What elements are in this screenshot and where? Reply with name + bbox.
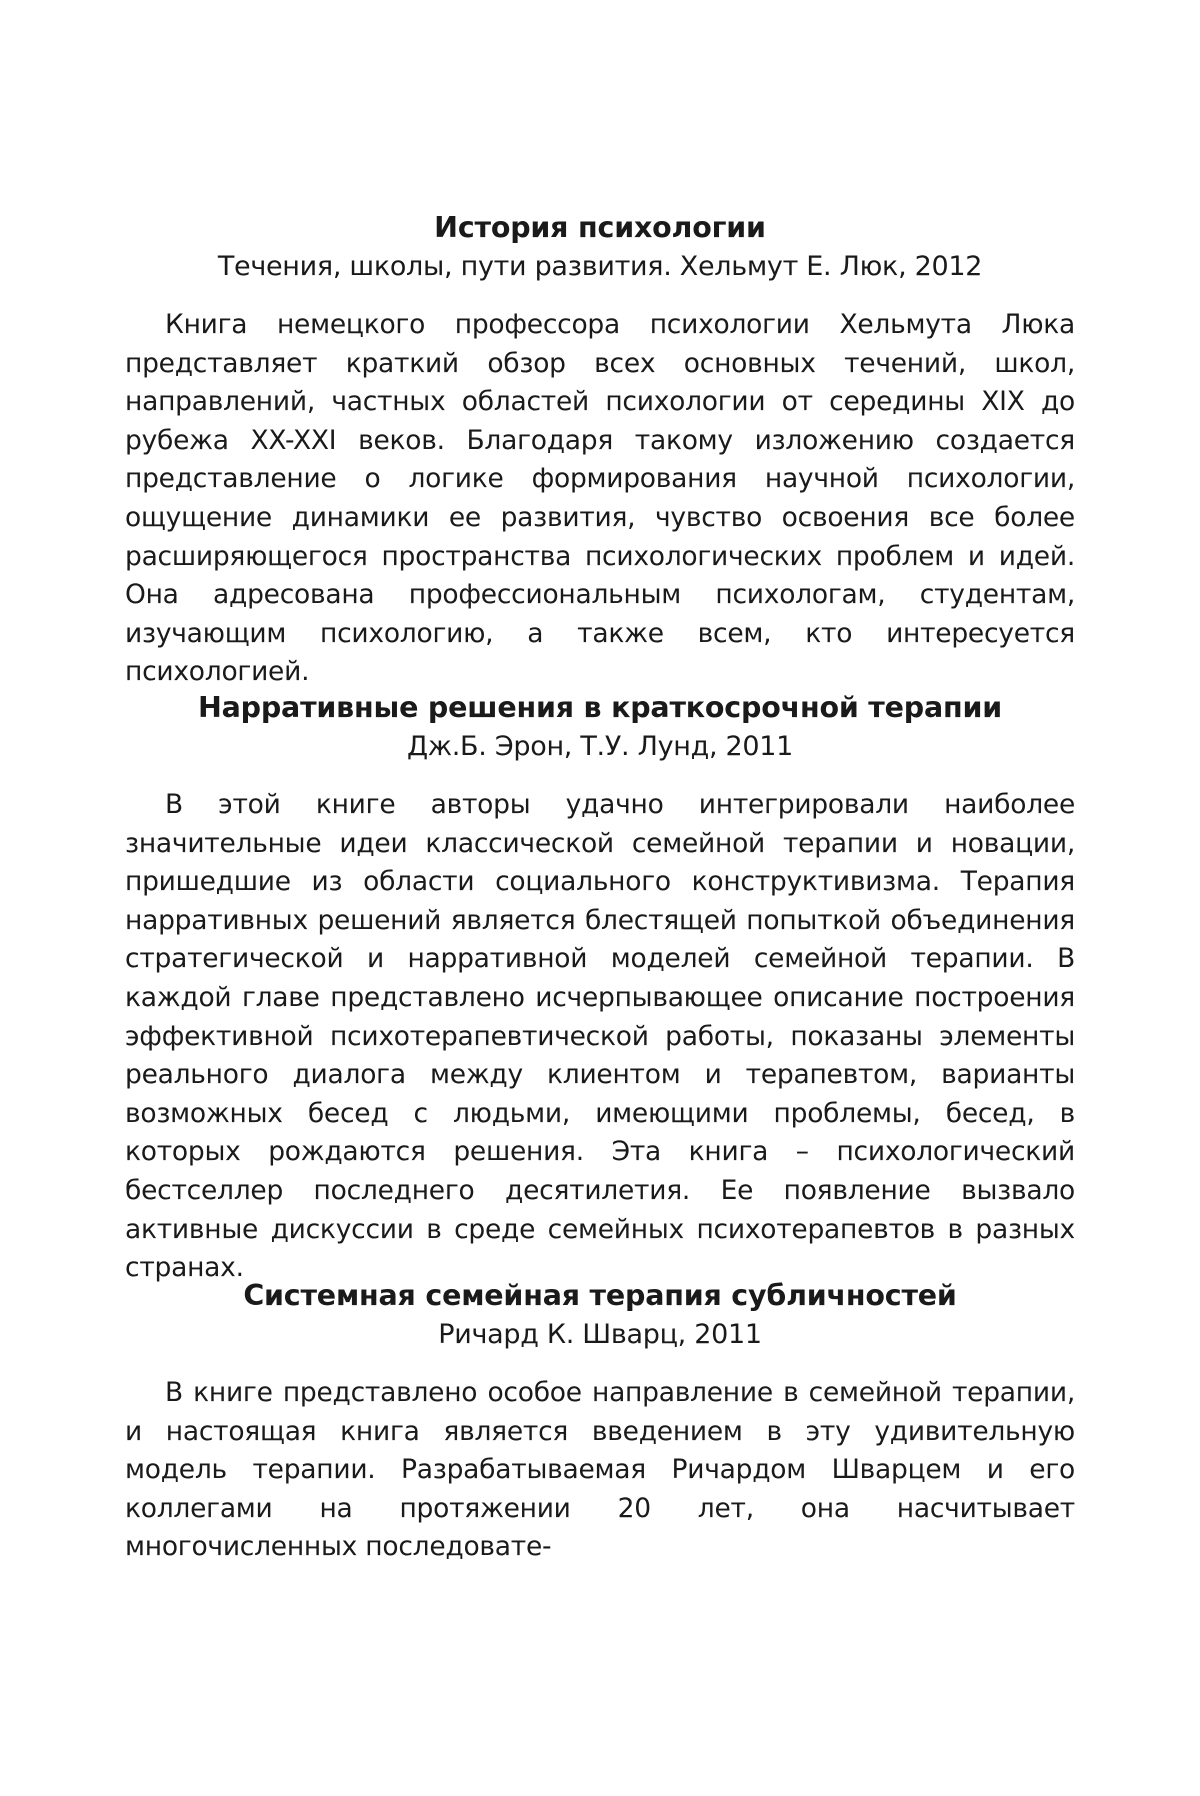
book-subtitle-author-year: Течения, школы, пути развития. Хельмут Е. Люк, 2012 bbox=[217, 251, 983, 282]
book-title: История психологии bbox=[434, 211, 766, 244]
book-description: В книге представлено особое направление в семейной терапии, и настоящая книга является введением в эту удивительную модель терапии. Разрабатываемая Ричардом Шварцем и его коллегами на протяжении 20 лет, она насчитывает многочисленных последовате- bbox=[125, 1377, 1075, 1563]
book-description: Книга немецкого профессора психологии Хельмута Люка представляет краткий обзор всех основных течений, школ, направлений, частных областей психологии от середины XIX до рубежа XX-XXI веков. Благодаря такому изложению создается представление о логике формирования научной психологии, ощущение динамики ее развития, чувство освоения все более расширяющегося пространства психологических проблем и идей. Она адресована профессиональным психологам, студентам, изучающим психологию, а также всем, кто интересуется психологией. bbox=[125, 309, 1075, 688]
book-title: Системная семейная терапия субличностей bbox=[243, 1279, 957, 1312]
book-entry-internal-family-systems bbox=[125, 1276, 1075, 1567]
book-description: В этой книге авторы удачно интегрировали наиболее значительные идеи классической семейной терапии и новации, пришедшие из области социального конструктивизма. Терапия нарративных решений является блестящей попыткой объединения стратегической и нарративной моделей семейной терапии. В каждой главе представлено исчерпывающее описание построения эффективной психотерапевтической работы, показаны элементы реального диалога между клиентом и терапевтом, варианты возможных бесед с людьми, имеющими проблемы, бесед, в которых рождаются решения. Эта книга – психологический бестселлер последнего десятилетия. Ее появление вызвало активные дискуссии в среде семейных психотерапевтов в разных странах. bbox=[125, 789, 1075, 1284]
book-authors-year: Дж.Б. Эрон, Т.У. Лунд, 2011 bbox=[406, 731, 794, 762]
book-entry-history-of-psychology bbox=[125, 208, 1075, 692]
book-entry-narrative-solutions bbox=[125, 688, 1075, 1288]
book-title: Нарративные решения в краткосрочной терапии bbox=[197, 691, 1003, 724]
book-author-year: Ричард К. Шварц, 2011 bbox=[438, 1319, 762, 1350]
